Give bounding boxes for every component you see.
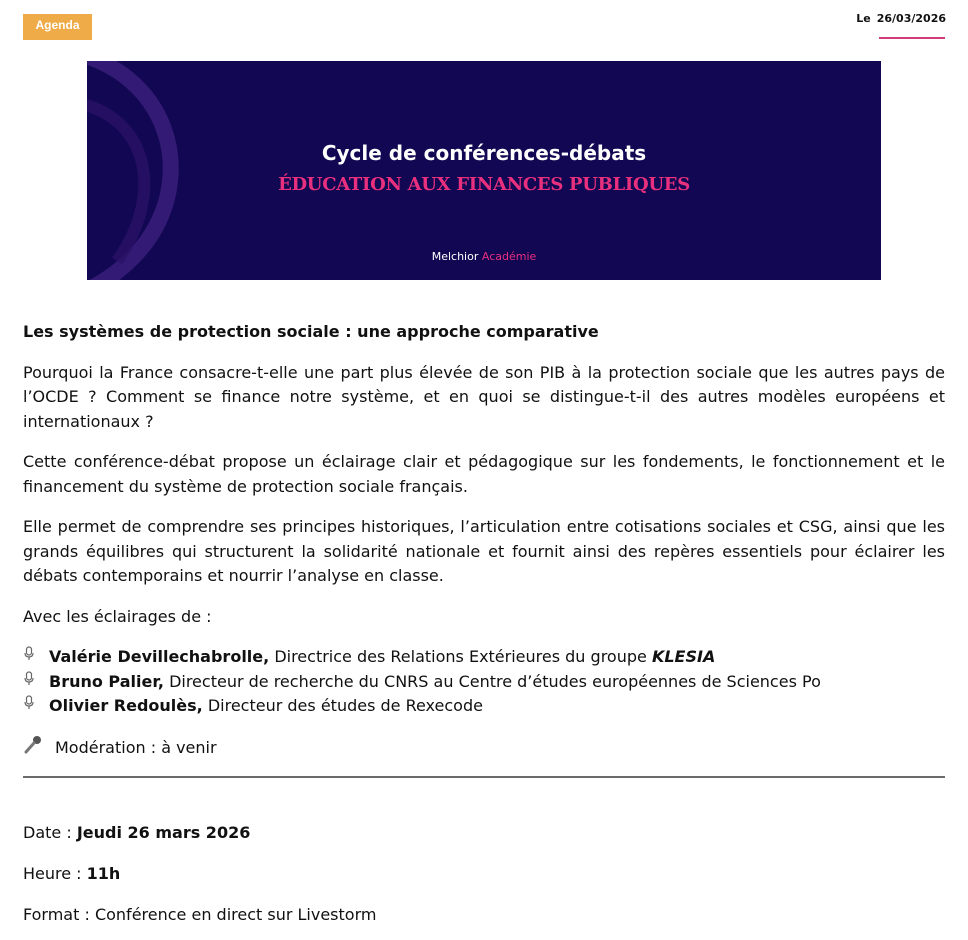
speaker-role: Directrice des Relations Extérieures du groupe [274,647,647,666]
brand-accent: Académie [481,250,537,263]
time-value: 11h [86,864,121,883]
article-body [23,320,945,719]
time-label: Heure : [23,864,82,883]
date-underline [879,37,945,39]
banner-brand [87,250,881,263]
speaker-role: Directeur de recherche du CNRS au Centre d’études européennes de Sciences Po [169,671,821,691]
article-paragraph: Elle permet de comprendre ses principes historiques, l’articulation entre cotisations sociales et CSG, ainsi que les grands équilibres qui structurent la solidarité nationale et fournit ainsi des repères essentiels pour éclairer les débats contemporains et nourrir l’analyse en classe. [23,517,945,585]
speaker-name: Olivier Redoulès, [49,696,203,715]
speakers-intro: Avec les éclairages de : [23,606,212,626]
speaker-company: KLESIA [651,647,716,666]
publication-date [856,12,946,25]
date-value: Jeudi 26 mars 2026 [76,823,251,842]
banner-ring-decoration [87,61,881,280]
event-date [23,823,250,842]
format-value: Conférence en direct sur Livestorm [94,905,377,924]
article-headline: Les systèmes de protection sociale : une approche comparative [23,322,599,341]
speaker-item [23,645,945,670]
date-value: 26/03/2026 [876,12,946,25]
article-paragraph: Cette conférence-débat propose un éclairage clair et pédagogique sur les fondements, le fonctionnement et le financement du système de protection sociale français. [23,452,945,496]
microphone-icon [23,694,39,719]
brand-name: Melchior [431,250,479,263]
event-banner [87,61,881,280]
speaker-item [23,694,945,719]
moderation-line [23,735,217,759]
event-format [23,905,376,924]
article-paragraph: Pourquoi la France consacre-t-elle une part plus élevée de son PIB à la protection sociale que les autres pays de l’OCDE ? Comment se finance notre système, et en quoi se distingue-t-il des autres modèles européens et internationaux ? [23,362,945,431]
date-prefix: Le [856,12,871,25]
format-label: Format : [23,905,90,924]
speaker-item [23,670,945,695]
speaker-list [23,645,945,719]
speaker-name: Valérie Devillechabrolle, [49,647,270,666]
microphone-icon [23,670,39,695]
banner-title: Cycle de conférences-débats [321,141,647,165]
speaker-role: Directeur des études de Rexecode [207,696,483,715]
microphone-icon [23,645,39,670]
section-divider [23,776,945,778]
moderation-text: Modération : à venir [55,737,217,757]
agenda-badge[interactable]: Agenda [23,14,92,40]
speaker-name: Bruno Palier, [49,671,164,691]
event-time [23,864,120,883]
date-label: Date : [23,823,72,842]
banner-subtitle: ÉDUCATION AUX FINANCES PUBLIQUES [278,174,690,195]
microphone-icon [23,735,45,759]
